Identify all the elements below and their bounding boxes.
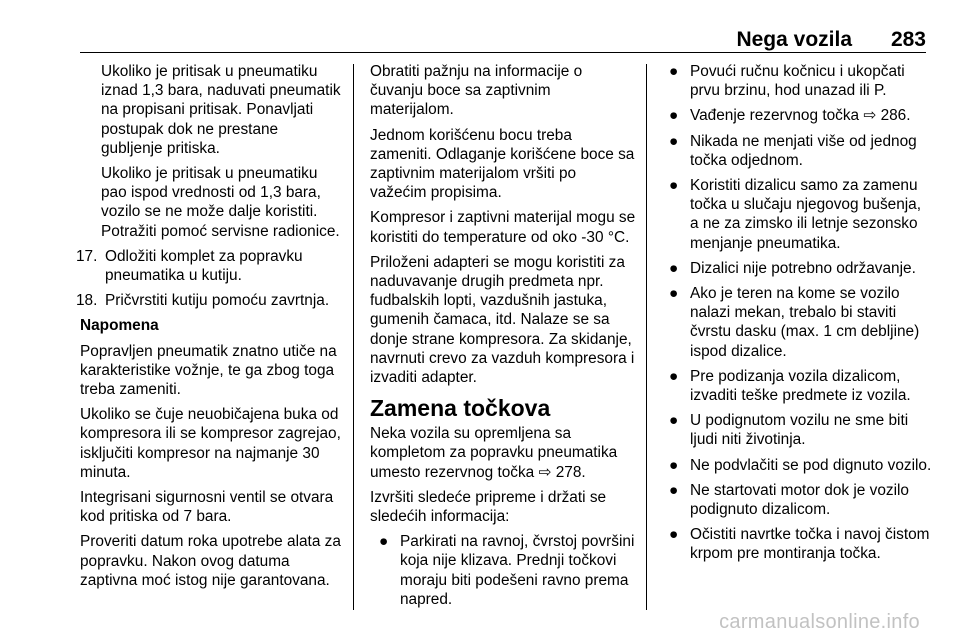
step-number: 17. [76,247,98,265]
section-heading: Zamena točkova [370,395,551,422]
paragraph: Ukoliko je pritisak u pneumatiku pao ispod vrednosti od 1,3 bara, vozilo se ne može dalje koristiti. Potražiti pomoć servisne radionice. [101,165,340,240]
bullet-icon: ● [669,481,679,499]
bullet-item [370,532,636,609]
bullet-item [660,456,932,475]
bullet-text: Vađenje rezervnog točka ⇨ 286. [690,107,911,125]
bullet-item [660,284,932,361]
paragraph: Jednom korišćenu bocu treba zameniti. Odlaganje korišćene boce sa zaptivnim materijalom vršiti po važećim propisima. [370,126,635,202]
header-rule [80,52,926,53]
step-number: 18. [76,292,98,310]
paragraph: Kompresor i zaptivni materijal mogu se koristiti do temperature od oko -30 °C. [370,209,636,246]
bullet-item [660,132,932,170]
watermark: carmanualsonline.info [719,611,920,633]
bullet-icon: ● [669,132,679,150]
bullet-item [660,106,932,125]
paragraph: Priloženi adapteri se mogu koristiti za naduvavanje drugih predmeta npr. fudbalskih lopti, vazdušnih jastuka, gumenih čamaca, itd. Nalaze se sa donje strane kompresora. Za skidanje, navrnuti crevo za vazduh kompresora i izvaditi adapter. [370,253,635,387]
paragraph: Izvršiti sledeće pripreme i držati se sledećih informacija: [370,488,607,526]
bullet-icon: ● [669,526,679,544]
bullet-item [660,481,932,519]
bullet-icon: ● [379,533,389,551]
numbered-step [76,291,342,310]
bullet-icon: ● [669,177,679,195]
bullet-text: Ne podvlačiti se pod dignuto vozilo. [690,456,932,474]
note-paragraph: Popravljen pneumatik znatno utiče na karakteristike vožnje, te ga zbog toga treba zameniti. [80,342,337,399]
paragraph: Obratiti pažnju na informacije o čuvanju boce sa zaptivnim materijalom. [370,63,583,119]
column-3 [660,62,932,570]
bullet-icon: ● [669,412,679,430]
bullet-icon: ● [669,367,679,385]
bullet-icon: ● [669,63,679,80]
paragraph: Neka vozila su opremljena sa kompletom za popravku pneumatika umesto rezervnog točka ⇨ 278. [370,425,618,481]
section-title: Nega vozila [736,28,852,51]
column-2 [370,62,636,615]
note-paragraph: Ukoliko se čuje neuobičajena buka od kompresora ili se kompresor zagrejao, isključiti kompresor na najmanje 30 minuta. [80,406,341,481]
bullet-text: Pre podizanja vozila dizalicom, izvaditi teške predmete iz vozila. [690,367,911,405]
step-text: Pričvrstiti kutiju pomoću zavrtnja. [105,292,330,310]
bullet-text: Nikada ne menjati više od jednog točka odjednom. [690,132,917,169]
page-header [80,28,926,52]
bullet-item [660,259,932,278]
bullet-icon: ● [669,285,679,303]
numbered-step [76,247,342,285]
bullet-text: Povući ručnu kočnicu i ukopčati prvu brzinu, hod unazad ili P. [690,63,905,100]
bullet-text: Ako je teren na kome se vozilo nalazi mekan, trebalo bi staviti čvrstu dasku (max. 1 cm debljine) ispod dizalice. [690,285,920,360]
bullet-item [660,62,932,100]
bullet-item [660,411,932,449]
note-paragraph: Integrisani sigurnosni ventil se otvara kod pritiska od 7 bara. [80,489,334,526]
bullet-icon: ● [669,107,679,125]
bullet-text: Koristiti dizalicu samo za zamenu točka u slučaju njegovog bušenja, a ne za zimsko ili letnje sezonsko menjanje pneumatika. [690,177,922,252]
note-title: Napomena [80,317,159,335]
bullet-text: Očistiti navrtke točka i navoj čistom krpom pre montiranja točka. [690,526,930,563]
bullet-icon: ● [669,456,679,474]
column-divider-1 [353,64,354,610]
bullet-item [660,525,932,563]
bullet-item [660,176,932,253]
note-paragraph: Proveriti datum roka upotrebe alata za popravku. Nakon ovog datuma zaptivna moć istog nije garantovana. [80,533,341,589]
column-1 [76,62,342,596]
bullet-icon: ● [669,259,679,277]
step-text: Odložiti komplet za popravku pneumatika u kutiju. [105,247,303,285]
bullet-text: Ne startovati motor dok je vozilo podignuto dizalicom. [690,481,909,519]
bullet-text: Dizalici nije potrebno održavanje. [690,259,916,277]
column-divider-2 [646,64,647,610]
bullet-text: Parkirati na ravnoj, čvrstoj površini koja nije klizava. Prednji točkovi moraju biti podešeni ravno prema napred. [400,533,635,608]
bullet-item [660,367,932,405]
paragraph: Ukoliko je pritisak u pneumatiku iznad 1,3 bara, naduvati pneumatik na propisani pritisak. Ponavljati postupak dok ne prestane gubljenje pritiska. [101,63,341,157]
bullet-text: U podignutom vozilu ne sme biti ljudi niti životinja. [690,412,909,449]
page-number: 283 [890,28,926,51]
